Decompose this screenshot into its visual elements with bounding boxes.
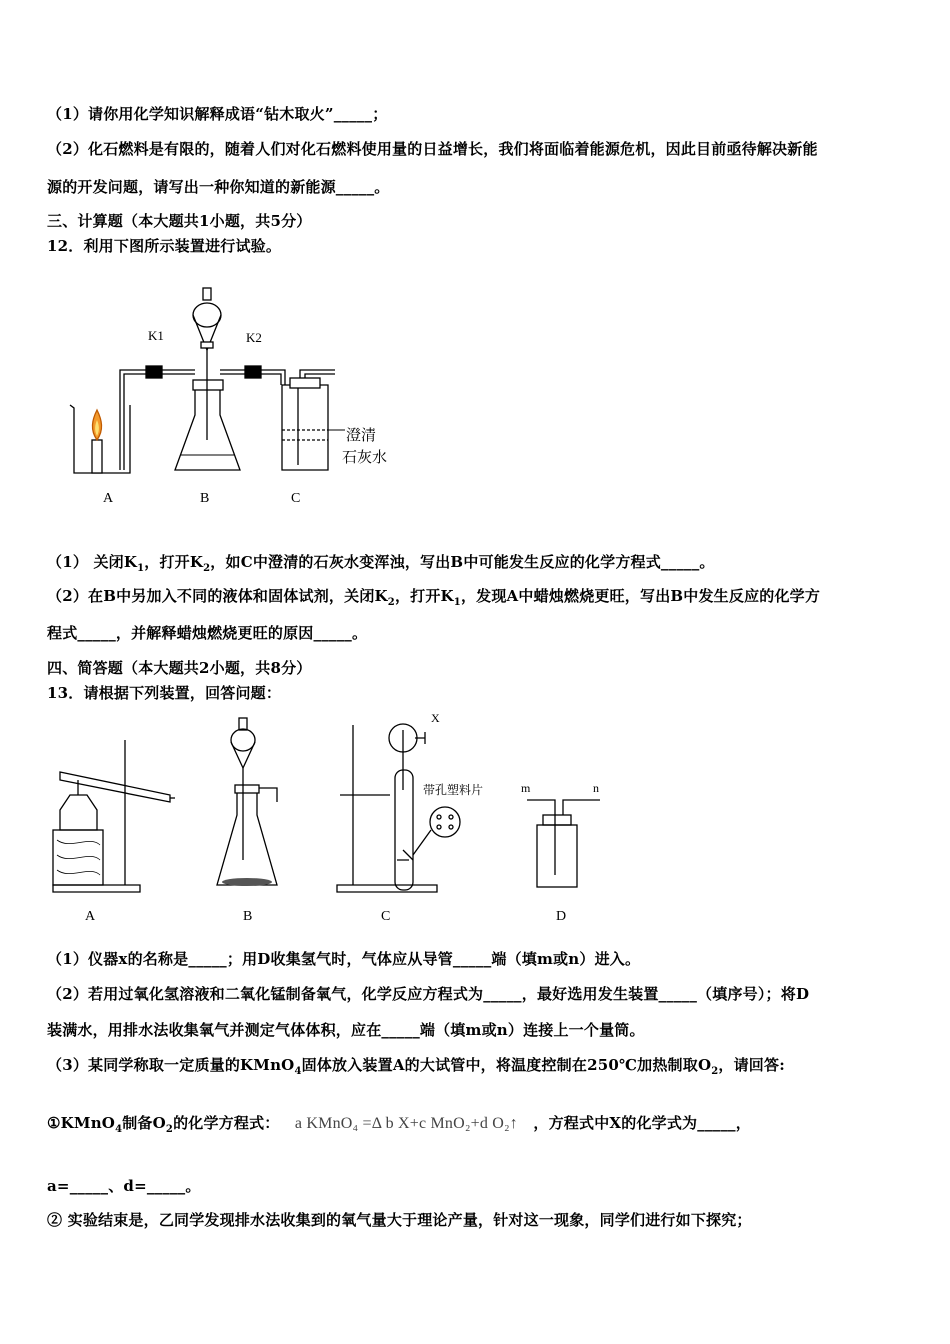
q11-part2-line2: 源的开发问题，请写出一种你知道的新能源_____。 bbox=[47, 178, 390, 196]
limewater-label-1: 澄清 bbox=[346, 428, 377, 444]
q12-part1: （1） 关闭$K_1$，打开$K_2$，如C中澄清的石灰水变浑浊，写出B中可能发生反应的化学方程式_____。 bbox=[47, 553, 715, 574]
q13-part2-line1: （2）若用过氧化氢溶液和二氧化锰制备氧气，化学反应方程式为_____，最好选用发生装置_____（填序号）；将D bbox=[47, 985, 810, 1003]
q13-apparatus-figure bbox=[45, 710, 625, 930]
q13-part2-line2: 装满水，用排水法收集氧气并测定气体体积，应在_____端（填m或n）连接上一个量筒。 bbox=[47, 1021, 645, 1039]
q13-stem: 13．请根据下列装置，回答问题： bbox=[47, 684, 282, 702]
reaction-formula: a KMnO₄ =Δ b X+c MnO₂+d O₂↑ bbox=[294, 1115, 518, 1132]
label-a: A bbox=[85, 909, 96, 924]
q11-part1: （1）请你用化学知识解释成语“钻木取火”_____； bbox=[47, 105, 388, 123]
label-b: B bbox=[243, 909, 253, 924]
q12-stem: 12．利用下图所示装置进行试验。 bbox=[47, 237, 282, 255]
label-b: B bbox=[200, 491, 210, 506]
k1-label: K1 bbox=[148, 328, 164, 343]
q13-part4: ② 实验结束是，乙同学发现排水法收集到的氧气量大于理论产量，针对这一现象，同学们进行如下探究； bbox=[47, 1211, 752, 1229]
label-c: C bbox=[381, 909, 391, 924]
limewater-label-2: 石灰水 bbox=[342, 450, 388, 466]
q11-part2-line1: （2）化石燃料是有限的，随着人们对化石燃料使用量的日益增长，我们将面临着能源危机，因此目前亟待解决新能 bbox=[47, 140, 818, 158]
label-m: m bbox=[521, 781, 531, 795]
section4-heading: 四、简答题（本大题共2小题，共8分） bbox=[47, 659, 312, 677]
label-n: n bbox=[593, 781, 599, 795]
q13-ad: a=_____、d=_____。 bbox=[47, 1177, 201, 1195]
k2-label: K2 bbox=[246, 330, 262, 345]
label-d: D bbox=[556, 909, 567, 924]
q13-equation-line: ①KMnO$_4$制备$O_2$的化学方程式： a KMnO₄ =Δ b X+c MnO₂+d O₂↑ ，方程式中X的化学式为_____， bbox=[47, 1114, 751, 1135]
q13-part3: （3）某同学称取一定质量的KMnO$_4$固体放入装置A的大试管中，将温度控制在250℃加热制取$O_2$，请回答: bbox=[47, 1056, 785, 1077]
label-a: A bbox=[103, 491, 114, 506]
q12-apparatus-figure bbox=[60, 280, 400, 510]
plate-label: 带孔塑料片 bbox=[423, 783, 484, 797]
label-c: C bbox=[291, 491, 301, 506]
q12-part2-line2: 程式_____，并解释蜡烛燃烧更旺的原因_____。 bbox=[47, 624, 368, 642]
q12-part2-line1: （2）在B中另加入不同的液体和固体试剂，关闭$K_2$，打开$K_1$，发现A中蜡烛燃烧更旺，写出B中发生反应的化学方 bbox=[47, 587, 821, 608]
label-x: X bbox=[431, 711, 440, 725]
q13-part1: （1）仪器x的名称是_____；用D收集氢气时，气体应从导管_____端（填m或n）进入。 bbox=[47, 950, 641, 968]
section3-heading: 三、计算题（本大题共1小题，共5分） bbox=[47, 212, 312, 230]
